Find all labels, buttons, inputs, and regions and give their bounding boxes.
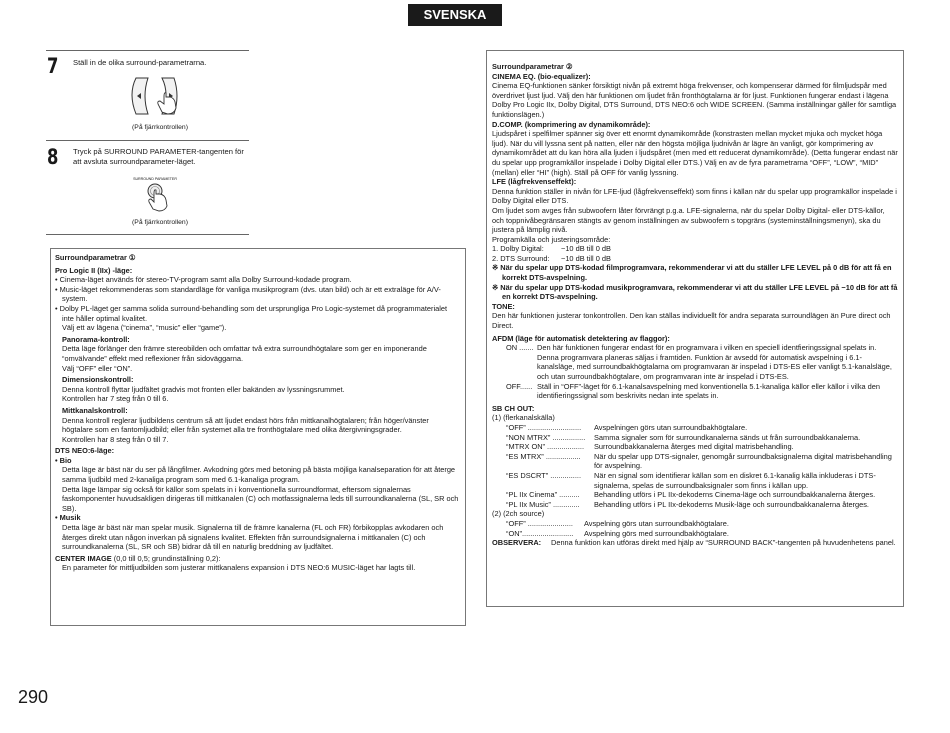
lfe-text: Denna funktion ställer in nivån för LFE-ljud (lågfrekvenseffekt) som finns i källan när du spelar upp programkällor inspelade i Dolby Digital eller DTS. xyxy=(492,186,897,206)
step7-caption: (På fjärrkontrollen) xyxy=(132,124,188,131)
neo6-title: DTS NEO:6-läge: xyxy=(55,446,115,456)
sbch-row-text: Samma signaler som för surroundkanalerna sänds ut från surroundbakkanalerna. xyxy=(594,432,861,442)
sbch-row xyxy=(506,442,898,452)
surround-parameters-2-content xyxy=(492,62,898,548)
neo6-bio-title: • Bio xyxy=(55,455,72,465)
surround-parameter-button-label: SURROUND PARAMETER xyxy=(133,177,177,181)
lfe-range-label: 1. Dolby Digital: xyxy=(492,244,544,254)
dcomp-title: D.COMP. (komprimering av dynamikområde): xyxy=(492,119,651,129)
afdm-off-text: Ställ in “OFF”-läget för 6.1-kanalsavspelning med konventionella 5.1-kanaliga källor eller källor i vilka den identifieringssignal som beskrivits nedan inte spelats in. xyxy=(537,381,881,401)
observera-note xyxy=(492,538,898,548)
page-number: 290 xyxy=(18,687,49,707)
center-control-title: Mittkanalskontroll: xyxy=(62,405,128,415)
sbch-sub-1: (1) (flerkanalskälla) xyxy=(492,413,555,423)
sbch-row xyxy=(506,490,898,500)
pl2-title: Pro Logic II (IIx) -läge: xyxy=(55,265,133,275)
step8-text: Tryck på SURROUND PARAMETER-tangenten för att avsluta surroundparameter-läget. xyxy=(73,147,244,166)
right-box-heading: Surroundparametrar ② xyxy=(492,62,573,71)
lfe-title: LFE (lågfrekvenseffekt): xyxy=(492,177,577,187)
left-cursor-button-icon xyxy=(132,78,148,114)
step7-text: Ställ in de olika surround-parametrarna. xyxy=(73,58,207,67)
neo6-music-text: Detta läge är bäst när man spelar musik. Signalerna till de främre kanalerna (FL och FR) förbikopplas avkodaren och återges direkt utan någon inverkan på signalens kvalitet. Effekten från surroundsignalerna i mittkanalen (C) och surroundkanalerna (SL, SR och SB) bidrar då till en naturlig breddning av ljudfältet. xyxy=(62,523,444,552)
lfe-range-dts xyxy=(492,254,898,264)
cinema-eq-title: CINEMA EQ. (bio-equalizer): xyxy=(492,71,591,81)
sbch-row xyxy=(506,452,898,471)
afdm-on-row xyxy=(492,343,898,381)
afdm-off-label: OFF...... xyxy=(506,381,533,391)
dcomp-text: Ljudspåret i spelfilmer spänner sig över ett enormt dynamikområde (konstrasten mellan mycket mjuka och mycket höga ljud). När du vill lyssna sent på natten, eller när den högsta möjliga ljudnivån är lägre än vanligt, gör komprimering av dynamikområdet att du kan höra alla ljuden i ljudspåret (men med ett reducerat dynamikområde). (Detta fungerar endast när du spelar upp programkällor inspelade i Dolby Digital eller DTS.) Välj en av de fyra parametrarna “OFF”, “LOW”, “MID” (mellan) eller “HI” (high). Ställ på OFF för vanlig lyssning. xyxy=(492,129,898,177)
step7-rule xyxy=(46,50,249,51)
pl2-bullet-cinema: • Cinema-läget används för stereo-TV-program samt alla Dolby Surround-kodade program. xyxy=(55,275,352,285)
sbch-row xyxy=(506,423,898,433)
sbch-row-text: Behandling utförs i PL IIx-dekoderns Musik-läge och surroundbakkanalerna återges. xyxy=(594,499,869,509)
neo6-music-title: • Musik xyxy=(55,513,81,523)
lfe-note-film: ※ När du spelar upp DTS-kodad filmprogramvara, rekommenderar vi att du ställer LFE LEVEL på 0 dB för att få en korrekt DTS-avspelning. xyxy=(492,263,892,283)
left-box-heading: Surroundparametrar ① xyxy=(55,253,136,262)
pl2-bullet-dolby-pl: • Dolby PL-läget ger samma solida surround-behandling som det ursprungliga Pro Logic-systemet då programmaterialet inte håller optimal kvalitet. xyxy=(55,303,448,323)
sbch-row-label: “PL IIx Cinema” .......... xyxy=(506,490,580,500)
sbch-title: SB CH OUT: xyxy=(492,403,535,413)
observera-label: OBSERVERA: xyxy=(492,538,542,548)
sbch-row-label: “OFF” .......................... xyxy=(506,422,582,432)
pl2-bullet-music: • Music-läget rekommenderas som standardläge för vanliga musikprogram (dvs. utan bild) och är ett extraläge för A/V-system. xyxy=(55,284,441,304)
sbch-row-label: “ES DSCRT” ............... xyxy=(506,470,582,480)
dimension-text: Denna kontroll flyttar ljudfältet gradvis mot fronten eller bakänden av lyssningsrummet. xyxy=(62,384,345,394)
sbch-row-text: Avspelning görs utan surroundbakhögtalare. xyxy=(584,518,729,528)
dimension-range: Kontrollen har 7 steg från 0 till 6. xyxy=(62,394,169,404)
step8-bottom-rule xyxy=(46,234,249,235)
lfe-note-music: ※ När du spelar upp DTS-kodad musikprogramvara, rekommenderar vi att du ställer LFE LEVEL på −10 dB för att få en korrekt DTS-avspelning. xyxy=(492,282,898,302)
right-cursor-button-icon xyxy=(158,78,177,114)
lfe-text-2: Om ljudet som avges från subwoofern låter förvrängt p.g.a. LFE-signalerna, när du spelar Dolby Digital- eller DTS-källor, och toppnivåbegränsaren stängts av genom inställningen av subwoofern s topgräns (systeminställningsmenyn), ska du justera på lämplig nivå. xyxy=(492,205,885,235)
afdm-on-text: Den här funktionen fungerar endast för en programvara i vilken en speciell identfieringssignal spelats in. Denna programvara planeras säljas i framtiden. Funktion är avsedd för automatisk avspelning i 6.1-kanalsläge, med surroundbakhögtalarna om programvaran är inspelad i DTS-ES eller vanligt 5.1-kanalsläge, och utan surroundbakhögtalare, om programvaran inte är inspelad i DTS-ES. xyxy=(537,343,892,381)
afdm-off-row xyxy=(492,382,898,401)
sbch-row-text: När en signal som identifierar källan som en diskret 6.1-kanalig källa inkluderas i DTS-signalerna, spelas de surroundbaksignaler som finns i källan upp. xyxy=(594,470,876,490)
sbch-row-label: “ON”......................... xyxy=(506,528,574,538)
step8-caption: (På fjärrkontrollen) xyxy=(132,219,188,226)
dimension-title: Dimensionskontroll: xyxy=(62,375,134,385)
language-tab: SVENSKA xyxy=(408,4,502,26)
panorama-text: Detta läge förlänger den främre stereobilden och omfattar två extra surroundhögtalare som ger en imponerande “omvälvande” effekt med reflexioner från sidoväggarna. xyxy=(62,344,427,363)
sbch-row-text: Surroundbakkanalerna återges med digital matrisbehandling. xyxy=(594,442,794,452)
sbch-rows-1 xyxy=(492,423,898,509)
lfe-range-value: −10 dB till 0 dB xyxy=(561,253,611,263)
center-control-text: Denna kontroll reglerar ljudbildens centrum så att ljudet endast hörs från mittkanalhögtalaren; från höger/vänster högtalare som en fantomljudbild; eller från systemet alla tre fronthögtalare med olika återgivningsgrader. xyxy=(62,415,429,435)
sbch-row-text: Avspelningen görs utan surroundbakhögtalare. xyxy=(594,422,748,432)
step8-number: 8 xyxy=(47,145,59,169)
sbch-row xyxy=(506,471,898,490)
pl2-choice: Välj ett av lägena (“cinema”, “music” eller “game”). xyxy=(62,323,227,333)
sbch-row-text: När du spelar upp DTS-signaler, genomgår surroundbaksignalerna digital matrisbehandling för avspelning. xyxy=(594,451,892,471)
lfe-range-title: Programkälla och justeringsområde: xyxy=(492,234,611,244)
surround-parameter-button-illustration xyxy=(133,174,177,212)
tone-text: Den här funktionen justerar tonkontrollen. Den kan ställas individuellt för andra separata surroundlägen än Pure direct och Direct. xyxy=(492,311,891,331)
surround-parameters-1-content xyxy=(55,253,459,573)
sbch-row-label: “MTRX ON” .................. xyxy=(506,442,585,452)
center-image-line xyxy=(55,554,459,564)
sbch-row-label: “OFF” ...................... xyxy=(506,518,573,528)
sbch-row-label: “ES MTRX” ................. xyxy=(506,451,581,461)
sbch-row-label: “PL IIx Music” ............. xyxy=(506,499,580,509)
neo6-bio-text: Detta läge är bäst när du ser på långfilmer. Avkodning görs med betoning på bästa möjliga kanalseparation för att återge samma ljudbild med 2-kanaliga program som med 6.1-kanaliga program. xyxy=(62,465,456,485)
center-control-range: Kontrollen har 8 steg från 0 till 7. xyxy=(62,434,169,444)
lfe-range-value: −10 dB till 0 dB xyxy=(561,244,611,254)
sbch-rows-2 xyxy=(492,519,898,538)
lfe-range-dolby xyxy=(492,244,898,254)
observera-text: Denna funktion kan utföras direkt med hjälp av “SURROUND BACK”-tangenten på huvudenhetens panel. xyxy=(551,538,896,548)
step7-number: 7 xyxy=(47,54,59,78)
neo6-bio-text-2: Detta läge lämpar sig också för källor som spelats in i konventionella surroundformat, eftersom signalernas faskomponenter huvudsakligen dirigeras till mittkanalen (C) och motfassignalerna leds till surroundkanalerna (SL, SR och SB). xyxy=(62,484,459,513)
sbch-row xyxy=(506,519,898,529)
sbch-row xyxy=(506,500,898,510)
step8-rule xyxy=(46,140,249,141)
center-image-range: (0,0 till 0,5; grundinställning 0,2): xyxy=(113,553,221,563)
cursor-buttons-illustration xyxy=(122,74,190,120)
sbch-row-text: Avspelning görs med surroundbakhögtalare. xyxy=(584,528,729,538)
sbch-row xyxy=(506,529,898,539)
sbch-sub-2: (2) (2ch source) xyxy=(492,509,545,519)
sbch-row xyxy=(506,433,898,443)
lfe-range-label: 2. DTS Surround: xyxy=(492,253,550,263)
panorama-title: Panorama-kontroll: xyxy=(62,334,130,344)
panorama-choice: Välj “OFF” eller “ON”. xyxy=(62,363,133,373)
center-image-text: En parameter för mittljudbilden som justerar mittkanalens expansion i DTS NEO:6 MUSIC-läget har lagts till. xyxy=(62,563,416,573)
tone-title: TONE: xyxy=(492,301,515,311)
afdm-on-label: ON ....... xyxy=(506,343,534,353)
afdm-title: AFDM (läge för automatisk detektering av flaggor): xyxy=(492,333,670,343)
sbch-row-text: Behandling utförs i PL IIx-dekoderns Cinema-läge och surroundbakkanalerna återges. xyxy=(594,490,876,500)
center-image-title: CENTER IMAGE xyxy=(55,553,112,563)
cinema-eq-text: Cinema EQ-funktionen sänker försiktigt nivån på extremt höga frekvenser, och kompenserar därmed för filmljudspår med överdrivet ljust ljud. Välj den här funktionen om ljudet från fronthögtalarna är för ljust. Funktionen fungerar endast i lägena Dolby Pro Logic IIx, Dolby Digital, DTS Surround, DTS NEO:6 och WIDE SCREEN. (Samma inställningar gäller för samtliga funktionslägen.) xyxy=(492,81,897,119)
sbch-row-label: “NON MTRX” ................ xyxy=(506,432,586,442)
